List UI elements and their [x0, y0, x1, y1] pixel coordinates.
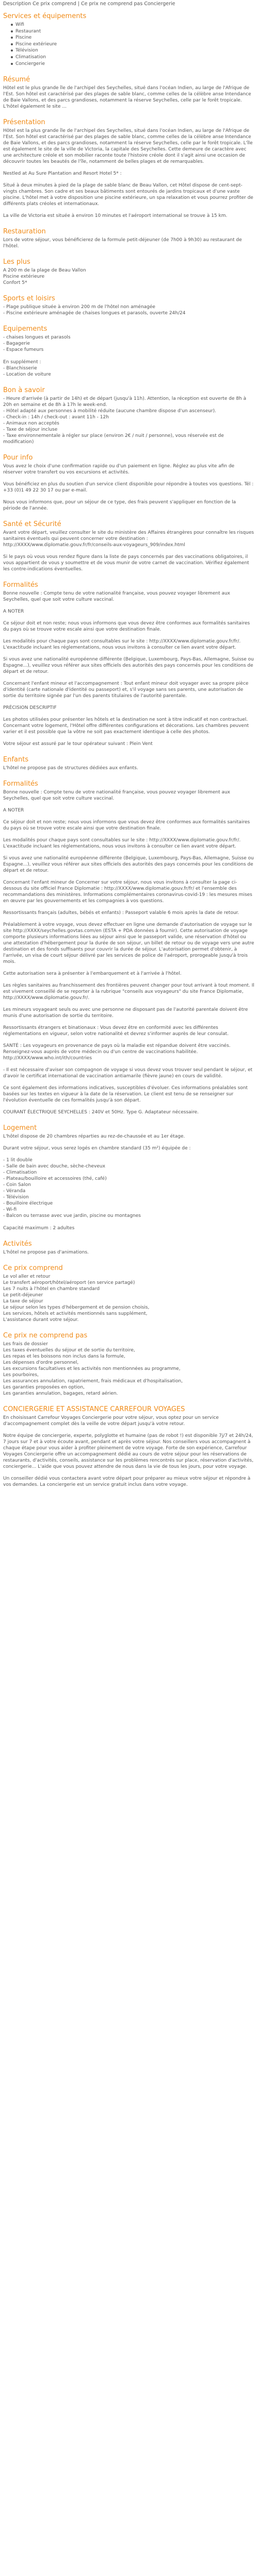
plus-item: Confort 5* [3, 280, 27, 286]
logement-title: Logement [3, 1124, 37, 1132]
equipements-item: En supplément : [3, 360, 41, 365]
resume-section [3, 75, 255, 110]
equipements-item: - Bagagerie [3, 341, 30, 347]
formalites-detail-text: Ressortissants français (adultes, bébés et enfants) : Passeport valable 6 mois après la date de retour. [3, 910, 239, 916]
bon-a-savoir-item: - Animaux non acceptés [3, 421, 59, 427]
ce-prix-comprend-section [3, 1264, 255, 1323]
formalites-text: Votre séjour est assuré par le tour opérateur suivant : Plein Vent [3, 741, 153, 747]
formalites-detail-text: Préalablement à votre voyage, vous devez effectuer en ligne une demande d'autorisation de voyage sur le site http://XXXX/seychelles.govtas.com/en (ESTA + PDA données à fournir). Cette autorisation de voyage comporte plusieurs informations liées au séjour ainsi que le passeport valide, une réservation d'hôtel ou une attestation d'hébergement pour la durée de son séjour, un billet de retour ou de voyage vers une autre destination et des fonds suffisants pour couvrir la durée de séjour. L'autorisation permet d'obtenir, à l'arrivée, un visa de court séjour délivré par les services de police de l'aéroport, prorogeable jusqu'à trois mois. [3, 922, 254, 965]
bullet-icon [11, 56, 13, 58]
pour-info-title: Pour info [3, 454, 33, 462]
presentation-text: La ville de Victoria est située à environ 10 minutes et l'aéroport international se trouve à 15 km. [3, 213, 228, 219]
ce-prix-comprend-title: Ce prix comprend [3, 1264, 63, 1273]
ne-comprend-item: Les dépenses d'ordre personnel, [3, 1360, 79, 1366]
conciergerie-section [3, 1405, 255, 1488]
equipements-item: - Espace fumeurs [3, 347, 44, 353]
ce-prix-item: La taxe de séjour [3, 1299, 43, 1304]
activites-section [3, 1240, 255, 1256]
logement-item: - Bouilloire électrique [3, 1201, 53, 1207]
sante-text: Avant votre départ, veuillez consulter le site du ministère des Affaires étrangères pour connaître les risques sanitaires éventuels qui peuvent concerner votre destination : http://XXXX/www.diplomatie.gouv.fr/fr/conseils-aux-voyageurs_909/index.html [3, 530, 254, 548]
logement-capacity: Capacité maximum : 2 adultes [3, 1226, 75, 1231]
formalites-detail-text: Les mineurs voyageant seuls ou avec une personne ne disposant pas de l'autorité parentale doivent être munis d'une autorisation de sortie du territoire. [3, 1007, 248, 1019]
formalites-detail-text: SANTÉ : Les voyageurs en provenance de pays où la maladie est répandue doivent être vaccinés. Renseignez-vous auprès de votre médecin ou d'un centre de vaccinations habilitée. http://XXXX/www.who.int/ith/countries [3, 1043, 231, 1061]
logement-item: - Salle de bain avec douche, sèche-cheveux [3, 1164, 105, 1170]
bullet-icon [11, 30, 13, 32]
formalites-detail-text: A NOTER [3, 808, 24, 814]
bullet-icon [11, 49, 13, 52]
logement-text: L'hôtel dispose de 20 chambres réparties au rez-de-chaussée et au 1er étage. [3, 1134, 185, 1140]
logement-item [3, 1219, 255, 1225]
plus-title: Les plus [3, 258, 30, 266]
presentation-text: Hôtel est la plus grande île de l'archipel des Seychelles, situé dans l'océan Indien, au large de l'Afrique de l'Est. Son hôtel est caractérisé par des plages de sable blanc, comme celles de la célèbre anse Intendance de Baie Vallons, et des parcs grandioses, notamment la réserve Seychelles, celle par le forêt tropicale. L'île est également le site de la ville de Victoria, la capitale des Seychelles. Cette demeure de caractère avec une architecture créole et son mobilier raconte toute l'histoire créole dont il s'agit ainsi une occasion de découvrir toutes les beautés de l'île, notamment de belles plages et de remarquables. [3, 128, 253, 165]
equipements-item: - Location de voiture [3, 372, 51, 378]
enfants-section [3, 755, 255, 771]
formalites-text: PRÉCISION DESCRIPTIF [3, 705, 57, 711]
logement-text: Durant votre séjour, vous serez logés en chambre standard (35 m²) équipée de : [3, 1146, 191, 1151]
ce-prix-item: Le petit-déjeuner [3, 1293, 43, 1298]
formalites-text: Bonne nouvelle : Compte tenu de votre nationalité française, vous pouvez voyager librement aux Seychelles, quel que soit votre culture vaccinal. [3, 591, 231, 603]
pour-info-section [3, 453, 255, 512]
ne-comprend-pas-list [3, 1341, 255, 1397]
service-item: Wifi [15, 22, 255, 28]
enfants-title: Enfants [3, 756, 29, 764]
logement-item: - Climatisation [3, 1170, 37, 1176]
logement-section [3, 1124, 255, 1231]
logement-item: - Balcon ou terrasse avec vue jardin, piscine ou montagnes [3, 1213, 141, 1219]
equipements-list [3, 334, 255, 378]
formalites-text: Les photos utilisées pour présenter les hôtels et la destination ne sont à titre indicatif et non contractuel. Concernant votre logement, l'Hôtel offre différentes configurations et décorations. Les chambres peuvent varier et il est possible que la vôtre ne soit pas exactement identique à celle des photos. [3, 717, 249, 735]
ce-prix-item: Les 7 nuits à l'hôtel en chambre standard [3, 1286, 100, 1292]
logement-equipment-list [3, 1157, 255, 1231]
formalites-detail-text: Bonne nouvelle : Compte tenu de votre nationalité française, vous pouvez voyager librement aux Seychelles, quel que soit votre culture vaccinal. [3, 790, 231, 802]
formalites-detail-text: Les modalités pour chaque pays sont consultables sur le site : http://XXXX/www.diplomatie.gouv.fr/fr/. L'exactitude incluant les réglementations, nous vous invitons à consulter ce lien avant votre départ. [3, 838, 241, 850]
bon-a-savoir-title: Bon à savoir [3, 386, 45, 395]
sante-section [3, 520, 255, 572]
conciergerie-text: Un conseiller dédié vous contactera avant votre départ pour préparer au mieux votre séjour et répondre à vos demandes. La conciergerie est un service gratuit inclus dans votre voyage. [3, 1476, 251, 1488]
sports-item: - Piscine extérieure aménagée de chaises longues et parasols, ouverte 24h/24 [3, 311, 186, 316]
bon-a-savoir-section [3, 386, 255, 445]
logement-item: - Télévision [3, 1195, 29, 1200]
bullet-icon [11, 37, 13, 39]
formalites-detail-text: Ressortissants étrangers et binationaux : Vous devez être en conformité avec les différentes réglementations en vigueur, selon votre nationalité et devrez s'informer auprès de leur consulat. [3, 1025, 229, 1037]
service-item: Conciergerie [15, 61, 255, 67]
ne-comprend-item: Les excursions facultatives et les activités non mentionnées au programme, [3, 1366, 181, 1372]
sante-title: Santé et Sécurité [3, 520, 61, 529]
formalites-detail-text: Concernant l'enfant mineur de Concerner sur votre séjour, nous vous invitons à consulter la page ci-dessous du site officiel France Diplomatie : http://XXXX/www.diplomatie.gouv.fr/fr/ et l'ensemble des recommandations des ministères. Informations complémentaires coronavirus-covid-19 : les mesures mises en œuvre par les gouvernements et les compagnies à vos questions. [3, 880, 252, 904]
service-item: Piscine [15, 35, 255, 41]
ne-comprend-item: Les taxes éventuelles du séjour et de sortie du territoire, [3, 1348, 135, 1353]
formalites-detail-text: Ce sont également des informations indicatives, susceptibles d'évoluer. Ces informations préalables sont basées sur les textes en vigueur à la date de la réservation. Le client est tenu de se renseigner sur l'évolution éventuelle de ces formalités jusqu'à son départ. [3, 1086, 248, 1104]
page-intro: Description Ce prix comprend | Ce prix ne comprend pas Conciergerie [3, 1, 175, 7]
formalites-detail-text: Cette autorisation sera à présenter à l'embarquement et à l'arrivée à l'hôtel. [3, 971, 182, 977]
bon-a-savoir-item: - Taxe de séjour incluse [3, 427, 58, 433]
services-list [3, 22, 255, 67]
plus-list [3, 267, 255, 286]
sante-text: Si le pays où vous vous rendez figure dans la liste de pays concernés par des vaccinations obligatoires, il vous appartient de vous y soumettre et de vous munir de votre carnet de vaccination. Vérifiez également les contre-indications éventuelles. [3, 554, 249, 572]
ne-comprend-item: Les assurances annulation, rapatriement, frais médicaux et d'hospitalisation, [3, 1379, 183, 1384]
ne-comprend-item: Les garanties proposées en option, [3, 1385, 85, 1391]
service-item: Télévision [15, 47, 255, 54]
ce-prix-item: Les services, hôtels et activités mentionnés sans supplément, [3, 1311, 148, 1317]
pour-info-text: Vous avez le choix d'une confirmation rapide ou d'un paiement en ligne. Réglez au plus vite afin de réserver votre transfert ou vos excursions et activités. [3, 464, 235, 476]
formalites-text: Concernant l'enfant mineur et l'accompagnement : Tout enfant mineur doit voyager avec sa propre pièce d'identité (carte nationale d'identité ou passeport) et, s'il voyage sans ses parents, une autorisation de sortie du territoire signée par l'un des parents titulaires de l'autorité parentale. [3, 681, 249, 699]
service-item: Climatisation [15, 54, 255, 61]
plus-item: Piscine extérieure [3, 274, 45, 280]
conciergerie-text: Notre équipe de conciergerie, experte, polyglotte et humaine (pas de robot !) est disponible 7j/7 et 24h/24, 7 jours sur 7 et à votre écoute avant, pendant et après votre séjour. Nos conseillers vous accompagnent à chaque étape pour vous aider à profiter pleinement de votre voyage. Forte de son expérience, Carrefour Voyages Conciergerie offre un accompagnement dédié au cours de votre séjour pour les réservations de restaurants, d'activités, conseils, assistance sur les problèmes rencontrés sur place, réservation d'activités, conciergerie... L'aide que vous pouvez attendre de nous dans la vie de tous les jours, pour votre voyage. [3, 1433, 254, 1470]
formalites-detail-title: Formalités [3, 780, 38, 788]
pour-info-text: Vous bénéficiez en plus du soutien d'un service client disponible pour répondre à toutes vos questions. Tél : +33 (0)1 49 22 30 17 ou par e-mail. [3, 482, 254, 494]
formalites-detail-text: Les règles sanitaires au franchissement des frontières peuvent changer pour tout arrivant à tout moment. Il est vivement conseillé de se reporter à la rubrique "conseils aux voyageurs" du site France Diplomatie, http://XXXX/www.diplomatie.gouv.fr/. [3, 983, 254, 1001]
service-item: Restaurant [15, 28, 255, 35]
restauration-text: Lors de votre séjour, vous bénéficierez de la formule petit-déjeuner (de 7h00 à 9h30) au restaurant de l'hôtel. [3, 238, 242, 249]
logement-item: - 1 lit double [3, 1158, 33, 1163]
sports-title: Sports et loisirs [3, 295, 55, 303]
formalites-detail-text: Si vous avez une nationalité européenne différente (Belgique, Luxembourg, Pays-Bas, Allemagne, Suisse ou Espagne...), veuillez vous référer aux sites officiels des autorités des pays concernés pour les conditions de départ et de retour. [3, 856, 254, 874]
formalites-text: A NOTER [3, 609, 24, 615]
restauration-title: Restauration [3, 228, 46, 236]
sports-section [3, 294, 255, 316]
activites-text: L'hôtel ne propose pas d'animations. [3, 1250, 89, 1256]
logement-item: - Plateau/bouilloire et accessoires (thé, café) [3, 1176, 107, 1182]
ce-prix-item: Le transfert aéroport/hôtel/aéroport (en service partagé) [3, 1280, 135, 1286]
bon-a-savoir-item: - Heure d'arrivée (à partir de 14h) et de départ (jusqu'à 11h). Attention, la réception est ouverte de 8h à 20h en semaine et de 8h à 17h le week-end. [3, 396, 247, 408]
equipements-title: Equipements [3, 325, 47, 333]
formalites-detail-section [3, 779, 255, 1115]
conciergerie-text: En choisissant Carrefour Voyages Conciergerie pour votre séjour, vous optez pour un service d'accompagnement complet dès la veille de votre départ jusqu'à votre retour. [3, 1415, 219, 1427]
logement-item: - Véranda [3, 1189, 26, 1194]
formalites-detail-text: Ce séjour doit et non reste; nous vous informons que vous devez être conformes aux formalités sanitaires du pays où se trouve votre escale ainsi que votre destination finale. [3, 820, 250, 832]
sports-item: - Plage publique située à environ 200 m de l'hôtel non aménagée [3, 304, 155, 310]
resume-text: Hôtel est le plus grande île de l'archipel des Seychelles, situé dans l'océan Indien, au large de l'Afrique de l'Est. Son hôtel est caractérisé par des plages de sable blanc, comme celles de la célèbre anse Intendance de Baie Vallons, et des parcs grandioses, notamment la réserve Seychelles, celle par le forêt tropicale. L'hôtel également le site ... [3, 86, 251, 110]
conciergerie-title: CONCIERGERIE ET ASSISTANCE CARREFOUR VOYAGES [3, 1405, 185, 1414]
formalites-text: Les modalités pour chaque pays sont consultables sur le site : http://XXXX/www.diplomatie.gouv.fr/fr/. L'exactitude incluant les réglementations, nous vous invitons à consulter ce lien avant votre départ. [3, 639, 241, 651]
ne-comprend-item: Les repas et les boissons non inclus dans la formule, [3, 1354, 125, 1360]
enfants-text: L'hôtel ne propose pas de structures dédiées aux enfants. [3, 766, 138, 771]
bullet-icon [11, 63, 13, 65]
equipements-section [3, 325, 255, 378]
bullet-icon [11, 24, 13, 26]
bon-a-savoir-item: - Check-in : 14h / check-out : avant 11h - 12h [3, 415, 109, 420]
services-section [3, 12, 255, 67]
logement-item: - Coin Salon [3, 1182, 31, 1188]
formalites-section [3, 581, 255, 747]
plus-section [3, 258, 255, 286]
ce-prix-item: Le vol aller et retour [3, 1274, 51, 1280]
ce-prix-comprend-list [3, 1274, 255, 1323]
presentation-title: Présentation [3, 118, 45, 127]
ne-comprend-pas-section [3, 1331, 255, 1397]
restauration-section [3, 227, 255, 249]
ne-comprend-pas-title: Ce prix ne comprend pas [3, 1332, 88, 1340]
ne-comprend-item: Les frais de dossier [3, 1342, 48, 1347]
service-item: Piscine extérieure [15, 41, 255, 48]
formalites-text: Ce séjour doit et non reste; nous vous informons que vous devez être conformes aux formalités sanitaires du pays où se trouve votre escale ainsi que votre destination finale. [3, 621, 250, 633]
services-title: Services et équipements [3, 12, 87, 20]
activites-title: Activités [3, 1240, 32, 1248]
bon-a-savoir-item: - Hôtel adapté aux personnes à mobilité réduite (aucune chambre dispose d'un ascenseur). [3, 409, 217, 414]
bullet-icon [11, 43, 13, 45]
plus-item: A 200 m de la plage de Beau Vallon [3, 268, 86, 274]
formalites-detail-text: - Il est nécessaire d'aviser son compagnon de voyage si vous devez vous trouver seul pendant le séjour, et d'avoir le certificat international de vaccination antiamarile (fièvre jaune) en cours de validité. [3, 1067, 253, 1079]
sports-list [3, 304, 255, 316]
resume-title: Résumé [3, 76, 30, 84]
ce-prix-item: Le séjour selon les types d'hébergement et de pension choisis, [3, 1305, 150, 1311]
presentation-text: Nestled at Au Sure Plantation and Resort Hotel 5* : [3, 171, 122, 177]
formalites-text: Si vous avez une nationalité européenne différente (Belgique, Luxembourg, Pays-Bas, Allemagne, Suisse ou Espagne...), veuillez vous référer aux sites officiels des autorités des pays concernés pour les conditions de départ et de retour. [3, 657, 254, 675]
logement-item: - Wi-fi [3, 1207, 17, 1213]
ne-comprend-item: Les pourboires, [3, 1372, 39, 1378]
formalites-title: Formalités [3, 581, 38, 589]
bon-a-savoir-list [3, 396, 255, 445]
pour-info-text: Nous vous informons que, pour un séjour de ce type, des frais peuvent s'appliquer en fonction de la période de l'année. [3, 500, 236, 512]
equipements-item [3, 353, 255, 359]
presentation-section [3, 118, 255, 219]
equipements-item: - chaises longues et parasols [3, 335, 71, 341]
formalites-detail-text: COURANT ÉLECTRIQUE SEYCHELLES : 240V et 50Hz. Type G. Adaptateur nécessaire. [3, 1110, 199, 1115]
equipements-item: - Blanchisserie [3, 366, 37, 371]
bon-a-savoir-item: - Taxe environnementale à régler sur place (environ 2€ / nuit / personne), vous réservée est de modification) [3, 433, 224, 445]
presentation-text: Situé à deux minutes à pied de la plage de sable blanc de Beau Vallon, cet Hôtel dispose de cent-sept-vingts chambres. Son cadre et ses beaux bâtiments sont entourés de jardins tropicaux et d'une vaste piscine. L'hôtel met à votre disposition une piscine extérieure, un spa relaxation et vous pourrez profiter de différents plats créoles et internationaux. [3, 183, 253, 207]
ne-comprend-item: Les garanties annulation, bagages, retard aérien. [3, 1391, 118, 1397]
ce-prix-item: L'assistance durant votre séjour. [3, 1317, 79, 1323]
